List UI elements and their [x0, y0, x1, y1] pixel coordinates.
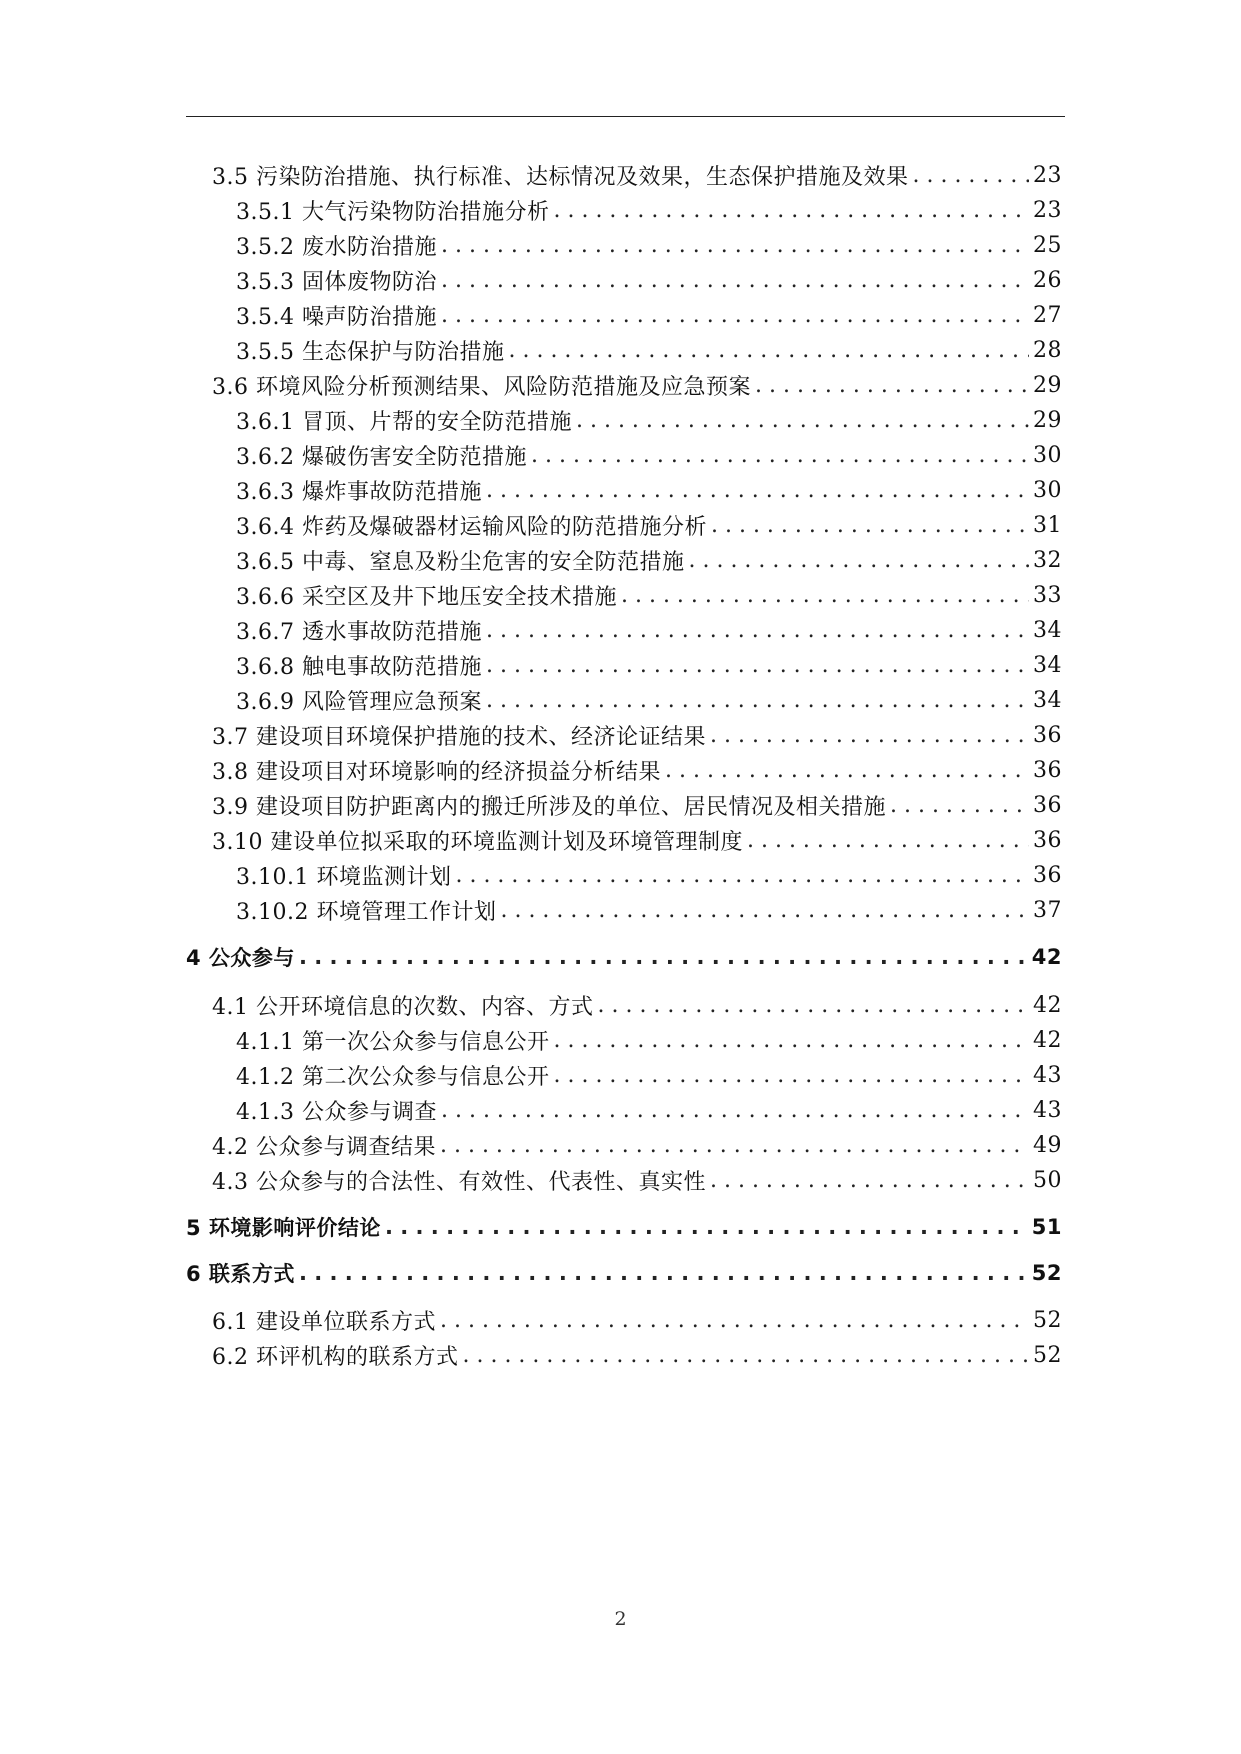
toc-entry-page: 32: [1033, 547, 1062, 573]
toc-entry-title: 3.10.1 环境监测计划: [236, 864, 452, 890]
toc-chapter-entry[interactable]: [186, 937, 1062, 977]
toc-entry[interactable]: [186, 1055, 1062, 1095]
page-number: 2: [614, 1608, 627, 1630]
toc-dot-leader: [455, 863, 1029, 888]
toc-entry-page: 52: [1033, 1342, 1062, 1368]
toc-dot-leader: [486, 618, 1029, 643]
toc-dot-leader: [441, 303, 1029, 328]
toc-entry-title: 4.1.1 第一次公众参与信息公开: [236, 1029, 550, 1055]
toc-dot-leader: [441, 268, 1029, 293]
toc-dot-leader: [665, 758, 1029, 783]
header-rule: [186, 116, 1065, 117]
toc-entry-page: 51: [1031, 1215, 1062, 1239]
toc-entry[interactable]: [186, 435, 1062, 475]
toc-dot-leader: [553, 1028, 1029, 1053]
toc-dot-leader: [440, 1308, 1029, 1333]
toc-entry[interactable]: [186, 400, 1062, 440]
toc-entry-page: 25: [1033, 232, 1062, 258]
toc-entry-page: 29: [1033, 407, 1062, 433]
toc-entry-page: 43: [1033, 1062, 1062, 1088]
toc-entry-page: 30: [1033, 477, 1062, 503]
toc-dot-leader: [576, 408, 1029, 433]
toc-entry-title: 3.6.2 爆破伤害安全防范措施: [236, 444, 527, 470]
toc-entry-title: 3.6.4 炸药及爆破器材运输风险的防范措施分析: [236, 514, 707, 540]
toc-entry-page: 31: [1033, 512, 1062, 538]
toc-entry-page: 23: [1033, 197, 1062, 223]
toc-entry-title: 4.1 公开环境信息的次数、内容、方式: [212, 994, 594, 1020]
toc-entry-title: 3.8 建设项目对环境影响的经济损益分析结果: [212, 759, 661, 785]
toc-entry[interactable]: [186, 505, 1062, 545]
toc-dot-leader: [747, 828, 1029, 853]
toc-dot-leader: [508, 338, 1029, 363]
toc-entry[interactable]: [186, 260, 1062, 300]
toc-entry-title: 3.5.2 废水防治措施: [236, 234, 437, 260]
toc-entry[interactable]: [186, 330, 1062, 370]
toc-entry-title: 3.6.6 采空区及井下地压安全技术措施: [236, 584, 617, 610]
toc-entry-page: 34: [1033, 652, 1062, 678]
toc-dot-leader: [486, 478, 1029, 503]
toc-entry-title: 4 公众参与: [186, 946, 295, 970]
toc-entry-title: 3.6.7 透水事故防范措施: [236, 619, 482, 645]
toc-dot-leader: [486, 653, 1029, 678]
toc-entry-title: 6.1 建设单位联系方式: [212, 1309, 436, 1335]
toc-dot-leader: [912, 163, 1029, 188]
toc-entry[interactable]: [186, 1020, 1062, 1060]
toc-entry[interactable]: [186, 540, 1062, 580]
toc-dot-leader: [688, 548, 1029, 573]
toc-entry-title: 3.10 建设单位拟采取的环境监测计划及环境管理制度: [212, 829, 743, 855]
toc-entry[interactable]: [186, 645, 1062, 685]
toc-entry-title: 3.10.2 环境管理工作计划: [236, 899, 497, 925]
toc-entry-page: 34: [1033, 617, 1062, 643]
toc-entry-page: 30: [1033, 442, 1062, 468]
toc-entry[interactable]: [186, 890, 1062, 930]
toc-dot-leader: [711, 513, 1029, 538]
toc-entry[interactable]: [186, 750, 1062, 790]
toc-entry-title: 3.6.1 冒顶、片帮的安全防范措施: [236, 409, 572, 435]
toc-entry-title: 3.6.8 触电事故防范措施: [236, 654, 482, 680]
toc-dot-leader: [553, 198, 1029, 223]
toc-dot-leader: [440, 1133, 1029, 1158]
toc-entry[interactable]: [186, 1335, 1062, 1375]
toc-dot-leader: [385, 1215, 1028, 1239]
toc-dot-leader: [486, 688, 1029, 713]
toc-dot-leader: [500, 898, 1029, 923]
toc-entry-title: 3.6.3 爆炸事故防范措施: [236, 479, 482, 505]
toc-entry-title: 3.5.4 噪声防治措施: [236, 304, 437, 330]
toc-entry-page: 36: [1033, 722, 1062, 748]
toc-entry-page: 34: [1033, 687, 1062, 713]
toc-dot-leader: [597, 993, 1029, 1018]
toc-entry-page: 52: [1031, 1261, 1062, 1285]
toc-entry-page: 36: [1033, 862, 1062, 888]
toc-dot-leader: [441, 233, 1029, 258]
toc-entry-title: 6.2 环评机构的联系方式: [212, 1344, 459, 1370]
toc-dot-leader: [531, 443, 1029, 468]
toc-entry-page: 37: [1033, 897, 1062, 923]
toc-entry[interactable]: [186, 575, 1062, 615]
toc-entry-title: 3.5.1 大气污染物防治措施分析: [236, 199, 550, 225]
toc-entry-page: 28: [1033, 337, 1062, 363]
toc-entry[interactable]: [186, 715, 1062, 755]
toc-entry[interactable]: [186, 1160, 1062, 1200]
toc-entry-page: 52: [1033, 1307, 1062, 1333]
toc-entry-title: 3.5.5 生态保护与防治措施: [236, 339, 505, 365]
toc-dot-leader: [299, 1261, 1028, 1285]
toc-entry-page: 42: [1031, 945, 1062, 969]
toc-chapter-entry[interactable]: [186, 1207, 1062, 1247]
toc-entry[interactable]: [186, 785, 1062, 825]
toc-entry-page: 50: [1033, 1167, 1062, 1193]
toc-entry[interactable]: [186, 985, 1062, 1025]
toc-entry-page: 36: [1033, 827, 1062, 853]
toc-entry-page: 33: [1033, 582, 1062, 608]
toc-entry-title: 3.9 建设项目防护距离内的搬迁所涉及的单位、居民情况及相关措施: [212, 794, 886, 820]
toc-entry-title: 3.6.5 中毒、窒息及粉尘危害的安全防范措施: [236, 549, 685, 575]
toc-entry-page: 29: [1033, 372, 1062, 398]
toc-dot-leader: [890, 793, 1029, 818]
toc-dot-leader: [299, 945, 1028, 969]
toc-entry-title: 5 环境影响评价结论: [186, 1216, 381, 1240]
toc-entry[interactable]: [186, 365, 1062, 405]
toc-entry-page: 27: [1033, 302, 1062, 328]
toc-entry-page: 26: [1033, 267, 1062, 293]
toc-entry-page: 36: [1033, 757, 1062, 783]
toc-entry[interactable]: [186, 610, 1062, 650]
toc-entry-title: 4.3 公众参与的合法性、有效性、代表性、真实性: [212, 1169, 706, 1195]
toc-entry[interactable]: [186, 155, 1062, 195]
toc-entry-title: 4.1.2 第二次公众参与信息公开: [236, 1064, 550, 1090]
toc-entry-title: 4.2 公众参与调查结果: [212, 1134, 436, 1160]
toc-entry[interactable]: [186, 1090, 1062, 1130]
toc-chapter-entry[interactable]: [186, 1253, 1062, 1293]
toc-entry-title: 3.5.3 固体废物防治: [236, 269, 437, 295]
toc-entry-title: 3.7 建设项目环境保护措施的技术、经济论证结果: [212, 724, 706, 750]
toc-dot-leader: [710, 1168, 1029, 1193]
toc-entry[interactable]: [186, 190, 1062, 230]
toc-dot-leader: [441, 1098, 1029, 1123]
toc-entry-title: 3.5 污染防治措施、执行标准、达标情况及效果，生态保护措施及效果: [212, 164, 909, 190]
toc-entry[interactable]: [186, 820, 1062, 860]
toc-entry[interactable]: [186, 680, 1062, 720]
toc-entry-title: 6 联系方式: [186, 1262, 295, 1286]
toc-entry-page: 36: [1033, 792, 1062, 818]
toc-entry[interactable]: [186, 1300, 1062, 1340]
toc-entry[interactable]: [186, 855, 1062, 895]
toc-entry[interactable]: [186, 1125, 1062, 1165]
toc-dot-leader: [621, 583, 1029, 608]
toc-dot-leader: [462, 1343, 1029, 1368]
toc-entry-page: 43: [1033, 1097, 1062, 1123]
toc-entry-page: 42: [1033, 1027, 1062, 1053]
toc-entry[interactable]: [186, 225, 1062, 265]
toc-entry[interactable]: [186, 295, 1062, 335]
toc-dot-leader: [553, 1063, 1029, 1088]
toc-dot-leader: [755, 373, 1029, 398]
toc-entry-page: 49: [1033, 1132, 1062, 1158]
toc-entry[interactable]: [186, 470, 1062, 510]
toc-entry-page: 23: [1033, 162, 1062, 188]
toc-entry-page: 42: [1033, 992, 1062, 1018]
toc-entry-title: 3.6 环境风险分析预测结果、风险防范措施及应急预案: [212, 374, 751, 400]
toc-dot-leader: [710, 723, 1029, 748]
toc-entry-title: 3.6.9 风险管理应急预案: [236, 689, 482, 715]
toc-entry-title: 4.1.3 公众参与调查: [236, 1099, 437, 1125]
